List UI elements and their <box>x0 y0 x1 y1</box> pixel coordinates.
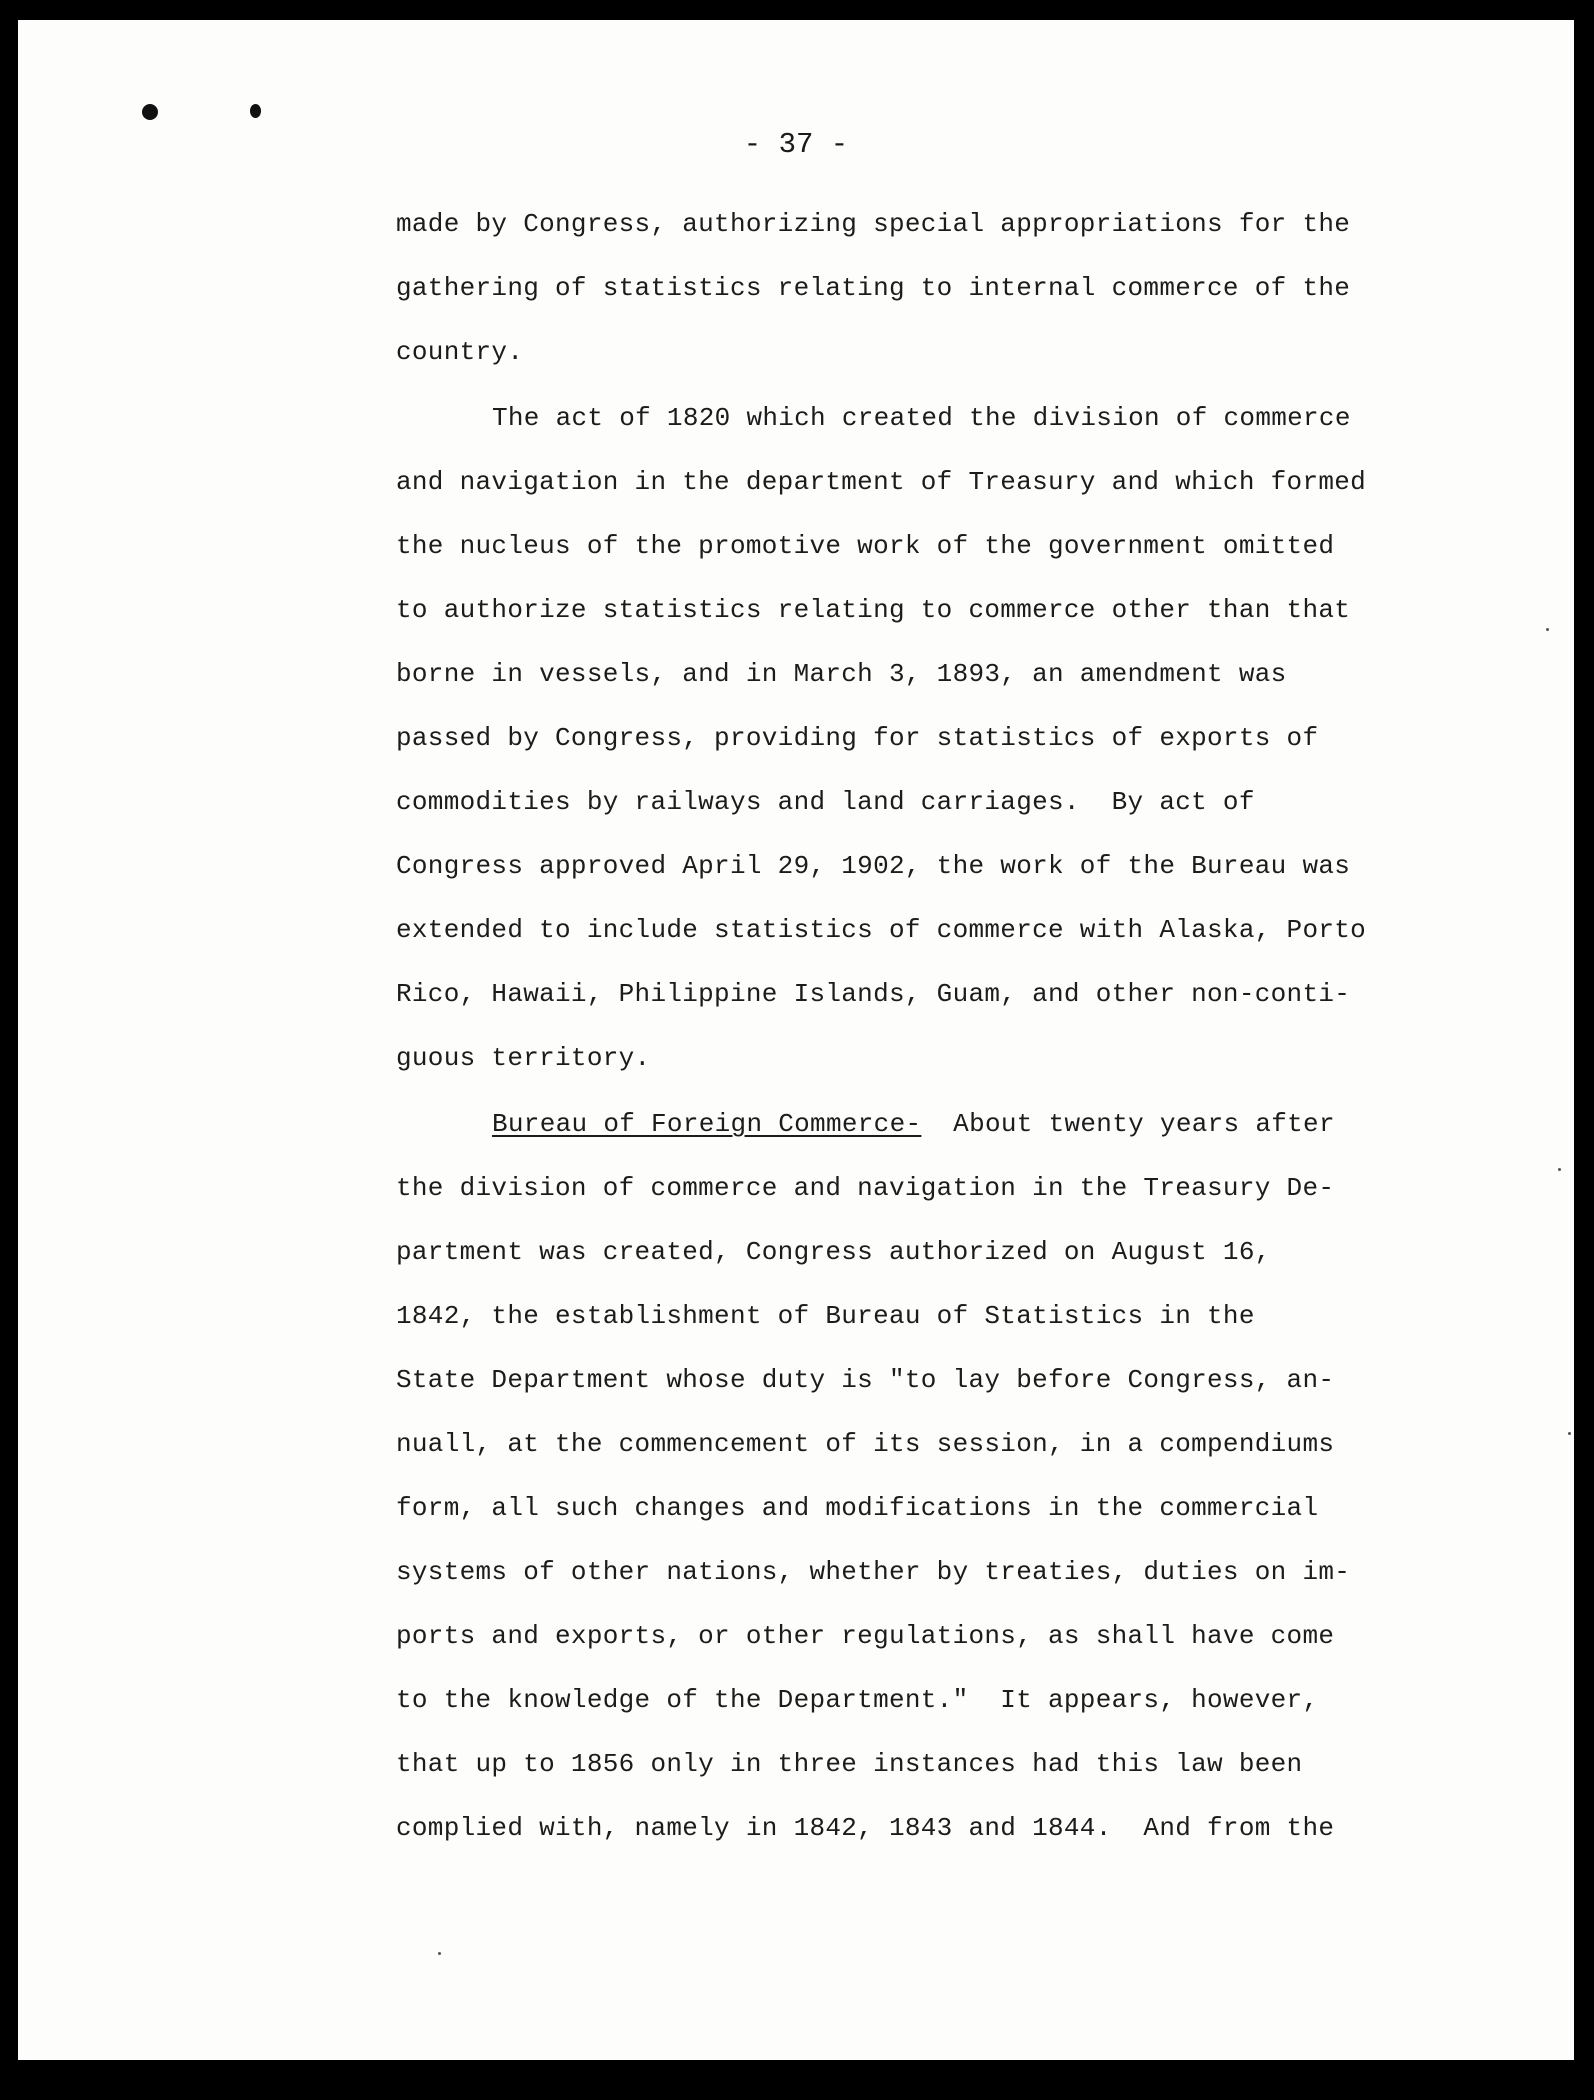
text-line: gathering of statistics relating to internal commerce of the <box>396 273 1351 303</box>
text-line: the nucleus of the promotive work of the government omitted <box>396 531 1335 561</box>
page-number: - 37 - <box>743 128 849 161</box>
text-line: complied with, namely in 1842, 1843 and 1844. And from the <box>396 1813 1335 1843</box>
document-page <box>18 20 1574 2060</box>
text-line: Rico, Hawaii, Philippine Islands, Guam, and other non-conti- <box>396 979 1351 1009</box>
text-line: commodities by railways and land carriages. By act of <box>396 787 1255 817</box>
text-line: 1842, the establishment of Bureau of Statistics in the <box>396 1301 1255 1331</box>
text-line: to authorize statistics relating to commerce other than that <box>396 595 1351 625</box>
text-line <box>492 1108 1335 1140</box>
scan-speck <box>438 1952 441 1955</box>
text-line: Congress approved April 29, 1902, the work of the Bureau was <box>396 851 1351 881</box>
scan-speck <box>1568 1432 1571 1435</box>
punch-hole-mark <box>250 104 261 118</box>
text-line: that up to 1856 only in three instances had this law been <box>396 1749 1303 1779</box>
text-line: ports and exports, or other regulations, as shall have come <box>396 1621 1335 1651</box>
punch-hole-mark <box>142 104 158 120</box>
text-line: partment was created, Congress authorized on August 16, <box>396 1237 1271 1267</box>
text-line: systems of other nations, whether by treaties, duties on im- <box>396 1557 1351 1587</box>
text-line: borne in vessels, and in March 3, 1893, an amendment was <box>396 659 1287 689</box>
text-line: State Department whose duty is "to lay before Congress, an- <box>396 1365 1335 1395</box>
text-line: extended to include statistics of commerce with Alaska, Porto <box>396 915 1367 945</box>
text-line: guous territory. <box>396 1043 651 1073</box>
section-heading: Bureau of Foreign Commerce- <box>492 1109 922 1139</box>
text-line: the division of commerce and navigation in the Treasury De- <box>396 1173 1335 1203</box>
text-line: nuall, at the commencement of its session, in a compendiums <box>396 1429 1335 1459</box>
scan-speck <box>1558 1168 1561 1171</box>
text-line: and navigation in the department of Treasury and which formed <box>396 467 1367 497</box>
scan-speck <box>1546 628 1549 631</box>
text-line: form, all such changes and modifications in the commercial <box>396 1493 1319 1523</box>
text-line: The act of 1820 which created the division of commerce <box>492 403 1351 433</box>
text-line: to the knowledge of the Department." It appears, however, <box>396 1685 1319 1715</box>
text-line: made by Congress, authorizing special appropriations for the <box>396 209 1351 239</box>
text-line: passed by Congress, providing for statistics of exports of <box>396 723 1319 753</box>
text-line: country. <box>396 337 524 367</box>
text-segment: About twenty years after <box>921 1109 1335 1139</box>
